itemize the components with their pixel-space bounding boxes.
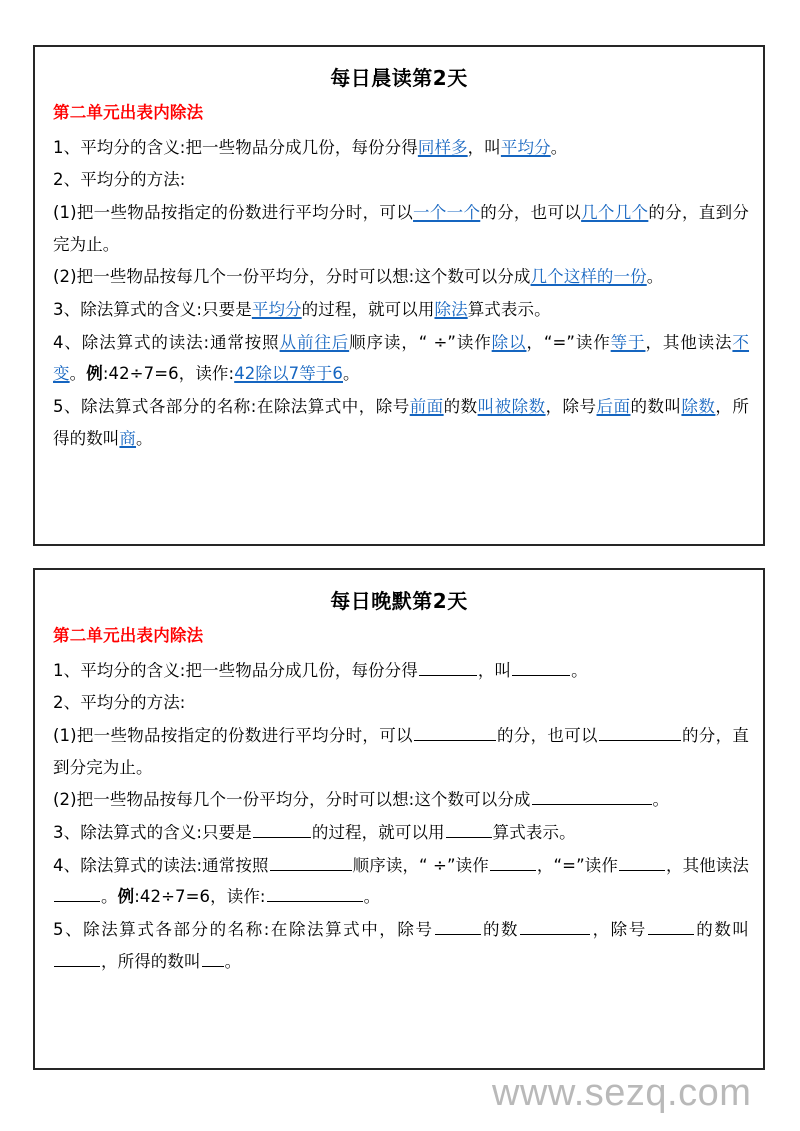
- answer-text: 商: [119, 428, 137, 448]
- fill-in-blank[interactable]: [267, 886, 363, 903]
- static-text: 的过程，就可以用: [301, 300, 435, 320]
- fill-in-blank[interactable]: [512, 659, 570, 676]
- answer-text: 除法: [434, 300, 468, 320]
- static-text: 。: [224, 951, 242, 971]
- answer-text: 不变: [53, 332, 750, 384]
- fill-in-blank[interactable]: [419, 659, 477, 676]
- static-text: 。: [646, 267, 664, 287]
- emphasis-text: 例: [86, 364, 103, 384]
- site-watermark: www.sezq.com: [492, 1072, 752, 1114]
- worksheet-line: [53, 327, 749, 390]
- static-text: 算式表示。: [467, 300, 551, 320]
- worksheet-line: [53, 784, 749, 816]
- static-text: 5、除法算式各部分的名称:在除法算式中，除号: [53, 920, 434, 940]
- static-text: 2、平均分的方法:: [53, 170, 186, 190]
- morning-lines: [49, 132, 749, 455]
- static-text: 4、除法算式的读法:通常按照: [53, 855, 269, 875]
- fill-in-blank[interactable]: [532, 789, 652, 806]
- evening-dictation-card: [33, 568, 765, 1070]
- fill-in-blank[interactable]: [435, 918, 481, 935]
- static-text: ，“=”读作: [536, 855, 618, 875]
- morning-reading-card: [33, 45, 765, 546]
- fill-in-blank[interactable]: [446, 821, 492, 838]
- static-text: 的分，直到分完为止。: [53, 726, 749, 777]
- static-text: 4、除法算式的读法:通常按照: [53, 332, 280, 352]
- static-text: :42÷7=6，读作:: [102, 364, 235, 384]
- answer-text: 几个几个: [581, 203, 649, 223]
- answer-text: 几个这样的一份: [530, 267, 647, 287]
- fill-in-blank[interactable]: [202, 950, 224, 967]
- static-text: ，叫: [467, 137, 501, 157]
- answer-text: 叫被除数: [477, 397, 546, 417]
- static-text: 算式表示。: [492, 823, 576, 843]
- static-text: 的数: [443, 397, 478, 417]
- fill-in-blank[interactable]: [648, 918, 694, 935]
- fill-in-blank[interactable]: [619, 854, 665, 871]
- static-text: 。: [136, 428, 153, 448]
- answer-text: 除以: [491, 332, 527, 352]
- static-text: 的过程，就可以用: [311, 823, 445, 843]
- answer-text: 平均分: [500, 137, 551, 157]
- static-text: 。: [343, 364, 360, 384]
- static-text: 。: [363, 887, 381, 907]
- static-text: 的分，也可以: [480, 203, 582, 223]
- static-text: 1、平均分的含义:把一些物品分成几份，每份分得: [53, 137, 418, 157]
- worksheet-line: [53, 720, 749, 783]
- static-text: 的数: [481, 920, 520, 940]
- static-text: 。: [550, 137, 568, 157]
- worksheet-line: [53, 914, 749, 977]
- static-text: :42÷7=6，读作:: [134, 887, 266, 907]
- static-text: 的数叫: [694, 920, 749, 940]
- static-text: (1)把一些物品按指定的份数进行平均分时，可以: [53, 203, 414, 223]
- static-text: 1、平均分的含义:把一些物品分成几份，每份分得: [53, 660, 418, 680]
- static-text: 的分，直到分完为止。: [53, 203, 749, 254]
- static-text: 的分，也可以: [496, 726, 598, 746]
- fill-in-blank[interactable]: [270, 854, 352, 871]
- static-text: 。: [69, 364, 87, 384]
- static-text: ，除号: [545, 397, 597, 417]
- worksheet-line: [53, 294, 749, 326]
- static-text: ，所得的数叫: [101, 951, 201, 971]
- answer-text: 平均分: [251, 300, 302, 320]
- worksheet-line: [53, 164, 749, 196]
- answer-text: 同样多: [417, 137, 468, 157]
- fill-in-blank[interactable]: [520, 918, 590, 935]
- answer-text: 一个一个: [413, 203, 481, 223]
- static-text: 的数叫: [630, 397, 682, 417]
- static-text: ，叫: [477, 660, 512, 680]
- unit-heading-evening: 第二单元出表内除法: [53, 626, 204, 645]
- static-text: 5、除法算式各部分的名称:在除法算式中，除号: [53, 397, 410, 417]
- fill-in-blank[interactable]: [54, 886, 100, 903]
- answer-text: 前面: [409, 397, 444, 417]
- worksheet-line: [53, 197, 749, 260]
- emphasis-text: 例: [117, 887, 135, 907]
- worksheet-line: [53, 817, 749, 849]
- static-text: 2、平均分的方法:: [53, 693, 186, 713]
- answer-text: 等于: [610, 332, 646, 352]
- static-text: (2)把一些物品按每几个一份平均分，分时可以想:这个数可以分成: [53, 267, 531, 287]
- static-text: ，所得的数叫: [53, 397, 749, 448]
- worksheet-line: [53, 132, 749, 164]
- static-text: 。: [652, 790, 670, 810]
- card-title-evening: 每日晚默第2天: [330, 589, 468, 613]
- fill-in-blank[interactable]: [253, 821, 311, 838]
- evening-lines: [49, 655, 749, 978]
- answer-text: 除数: [681, 397, 716, 417]
- answer-text: 从前往后: [279, 332, 350, 352]
- static-text: 3、除法算式的含义:只要是: [53, 823, 252, 843]
- static-text: ，“=”读作: [526, 332, 611, 352]
- static-text: 顺序读，“ ÷”读作: [349, 332, 492, 352]
- static-text: 。: [571, 660, 588, 680]
- static-text: (1)把一些物品按指定的份数进行平均分时，可以: [53, 726, 413, 746]
- worksheet-line: [53, 850, 749, 913]
- worksheet-line: [53, 261, 749, 293]
- answer-text: 后面: [596, 397, 631, 417]
- static-text: ，除号: [591, 920, 647, 940]
- unit-heading-morning: 第二单元出表内除法: [53, 103, 204, 122]
- worksheet-line: [53, 687, 749, 719]
- static-text: 。: [101, 887, 118, 907]
- fill-in-blank[interactable]: [54, 950, 100, 967]
- static-text: 3、除法算式的含义:只要是: [53, 300, 252, 320]
- static-text: ，其他读法: [645, 332, 733, 352]
- worksheet-line: [53, 655, 749, 687]
- fill-in-blank[interactable]: [599, 724, 681, 741]
- fill-in-blank[interactable]: [414, 724, 496, 741]
- static-text: ，其他读法: [665, 855, 750, 875]
- static-text: 顺序读，“ ÷”读作: [352, 855, 489, 875]
- static-text: (2)把一些物品按每几个一份平均分，分时可以想:这个数可以分成: [53, 790, 531, 810]
- worksheet-line: [53, 391, 749, 454]
- fill-in-blank[interactable]: [490, 854, 536, 871]
- card-title-morning: 每日晨读第2天: [330, 66, 468, 90]
- answer-text: 42除以7等于6: [234, 364, 343, 384]
